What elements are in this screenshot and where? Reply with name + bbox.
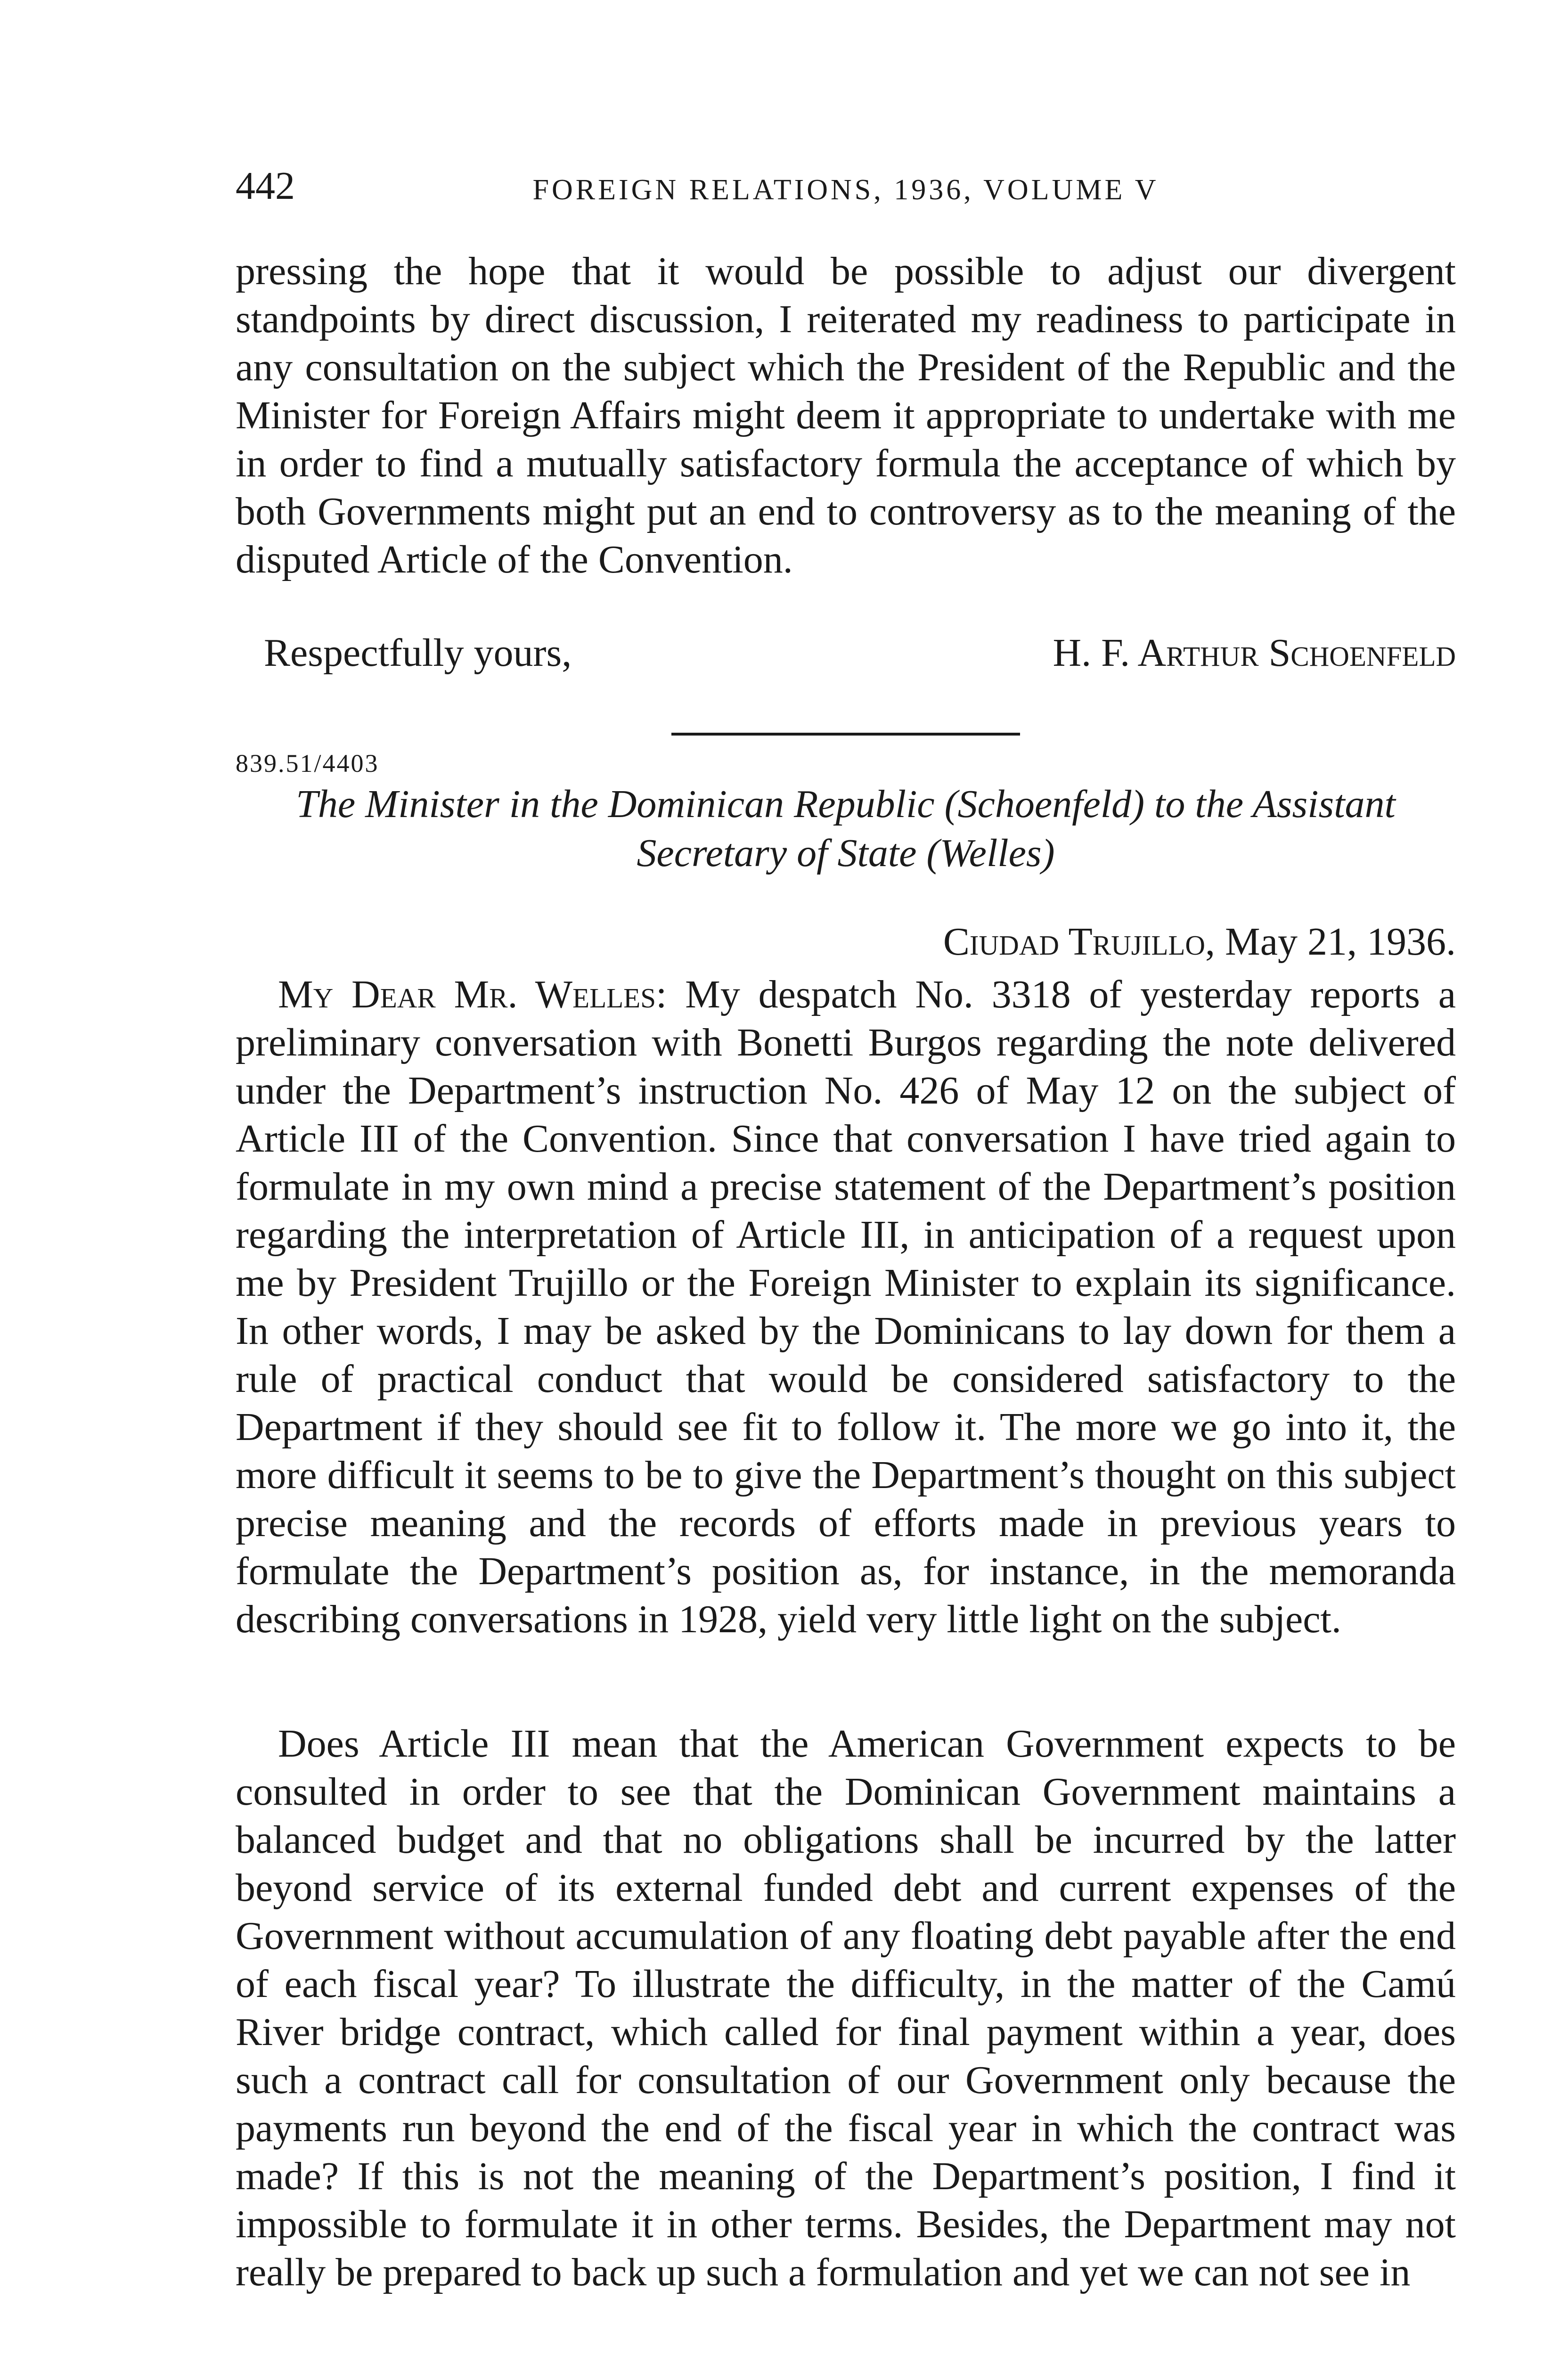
- page-number: 442: [236, 164, 295, 208]
- dateline-place: Ciudad Trujillo,: [943, 920, 1216, 964]
- letter-paragraph: [236, 971, 1456, 1644]
- continued-paragraph: pressing the hope that it would be possible to adjust our divergent standpoints by direct discussion, I reiterated my readiness to participate in any consultation on the subject which the President of the Republic and the Minister for Foreign Affairs might deem it appropriate to undertake with me in order to find a mutually satisfactory formula the acceptance of which by both Governments might put an end to controversy as to the meaning of the disputed Article of the Convention.: [236, 249, 1456, 581]
- section-divider: [671, 733, 1020, 736]
- dateline-date: May 21, 1936.: [1225, 920, 1456, 964]
- file-number: 839.51/4403: [236, 749, 379, 777]
- paragraph-text: My despatch No. 3318 of yesterday reports a preliminary conversation with Bonetti Burgos regarding the note delivered under the Department’s instruction No. 426 of May 12 on the subject of Article III of the Convention. Since that conversation I have tried again to formulate in my own mind a precise statement of the Department’s position regarding the interpretation of Article III, in anticipation of a request upon me by President Trujillo or the Foreign Minister to explain its significance. In other words, I may be asked by the Dominicans to lay down for them a rule of practical conduct that would be considered satisfactory to the Department if they should see fit to follow it. The more we go into it, the more difficult it seems to be to give the Department’s thought on this subject precise meaning and the records of efforts made in previous years to formulate the Department’s position as, for instance, in the memoranda describing conversations in 1928, yield very little light on the subject.: [236, 973, 1456, 1641]
- running-head: [236, 160, 1456, 212]
- signature: H. F. Arthur Schoenfeld: [1053, 631, 1456, 675]
- complimentary-close: Respectfully yours,: [264, 631, 572, 675]
- dateline: [943, 918, 1456, 966]
- document-heading: The Minister in the Dominican Republic (Schoenfeld) to the Assistant Secretary of State (Welles): [296, 782, 1396, 875]
- running-title: FOREIGN RELATIONS, 1936, VOLUME V: [532, 174, 1159, 206]
- salutation: My Dear Mr. Welles:: [278, 973, 667, 1016]
- letter-paragraph: Does Article III mean that the American Government expects to be consulted in order to see that the Dominican Government maintains a balanced budget and that no obligations shall be incurred by the latter beyond service of its external funded debt and current expenses of the Government without accumulation of any floating debt payable after the end of each fiscal year? To illustrate the difficulty, in the matter of the Camú River bridge contract, which called for final payment within a year, does such a contract call for consultation of our Government only because the payments run beyond the end of the fiscal year in which the contract was made? If this is not the meaning of the Department’s position, I find it impossible to formulate it in other terms. Besides, the Department may not really be prepared to back up such a formulation and yet we can not see in: [236, 1722, 1456, 2294]
- letter-closing: [236, 629, 1456, 681]
